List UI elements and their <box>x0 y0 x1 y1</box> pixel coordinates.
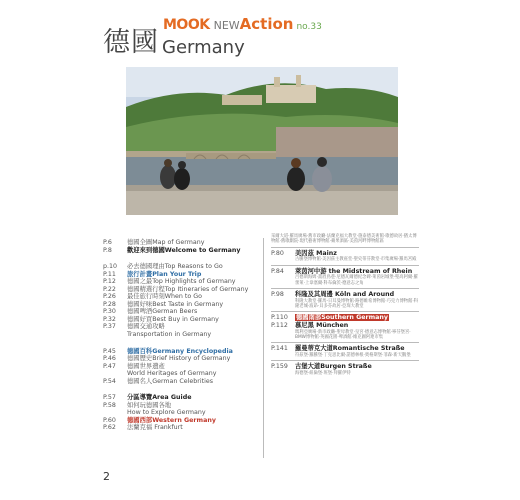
toc-left-column <box>103 239 263 432</box>
cover-photo <box>126 67 398 215</box>
toc-entry[interactable] <box>271 291 419 299</box>
toc-entry[interactable] <box>271 345 419 353</box>
page-ref: P.159 <box>271 363 288 371</box>
entry-title: 德國全圖Map of Germany <box>127 239 205 246</box>
entry-title: 德國百科Germany Encyclopedia <box>127 347 233 355</box>
page-ref: P.112 <box>271 322 288 330</box>
page-ref <box>103 370 127 378</box>
entry-title: 慕尼黑 München <box>295 322 349 330</box>
page-ref: P.60 <box>103 416 116 424</box>
entry-title: 法蘭克福 Frankfurt <box>127 424 183 432</box>
brand-action: Action <box>239 15 294 33</box>
page-ref: P.141 <box>271 345 288 353</box>
entry-title: World Heritages of Germany <box>127 370 217 378</box>
page-ref: P.32 <box>103 315 116 323</box>
page-ref <box>103 331 127 339</box>
entry-title: 必去德國理由Top Reasons to Go <box>127 263 223 271</box>
entry-title: 德國世界遺產 <box>127 362 165 370</box>
toc-entry[interactable] <box>103 394 263 402</box>
toc-entry[interactable] <box>271 322 419 330</box>
toc-entry[interactable] <box>103 293 263 301</box>
entry-title: 歡迎來到德國Welcome to Germany <box>127 246 241 254</box>
page-ref: P.47 <box>103 362 116 370</box>
column-divider <box>263 238 264 458</box>
entry-description: 符茲堡‧羅騰堡‧丁克思比爾‧諾德林根‧奧格斯堡‧菲森‧新天鵝堡 <box>295 352 411 358</box>
entry-description: 海德堡‧紐倫堡‧班堡‧拜羅伊特 <box>295 370 351 376</box>
toc-entry-southern[interactable] <box>271 314 419 322</box>
toc-entry[interactable] <box>103 323 263 331</box>
title-english: Germany <box>162 37 245 58</box>
toc-entry[interactable] <box>103 402 263 410</box>
entry-title: 德國之最Top Highlights of Germany <box>127 278 236 286</box>
entry-title: 羅曼蒂克大道Romantische Straße <box>295 345 405 353</box>
brand-logo <box>163 14 322 33</box>
brand-new: NEW <box>213 19 240 32</box>
page-ref: P.58 <box>103 401 116 409</box>
page-ref: P.110 <box>271 314 288 322</box>
page-ref: P.8 <box>103 246 112 254</box>
toc-entry[interactable] <box>103 263 263 271</box>
issue-number: no.33 <box>296 22 322 32</box>
page-ref: P.84 <box>271 267 284 275</box>
page-ref: P.12 <box>103 278 116 286</box>
page-ref: P.45 <box>103 347 116 355</box>
page-number: 2 <box>103 470 110 483</box>
page-ref: P.37 <box>103 323 116 331</box>
entry-description: 采爾大道‧羅馬廣場‧舊市政廳‧法蘭克福大教堂‧施泰德美術館‧歌德故居‧猶太博物館‧舊歌劇院‧現代藝術博物館‧蘋果酒區‧美茵河畔博物館區 <box>271 234 417 245</box>
entry-title: 德國歷史Brief History of Germany <box>127 355 231 363</box>
entry-title: 德國好買Best Buy in Germany <box>127 315 219 323</box>
entry-title: 德國南部Southern Germany <box>296 314 389 322</box>
entry-title: 美因茲 Mainz <box>295 249 337 257</box>
toc-entry[interactable] <box>103 308 263 316</box>
page-ref: P.46 <box>103 355 116 363</box>
entry-description: 古騰堡博物館‧美因茲主教座堂‧聖史蒂芬教堂‧市集廣場‧羅馬宮殿 <box>295 257 417 263</box>
toc-entry[interactable] <box>103 278 263 286</box>
entry-title: How to Explore Germany <box>127 409 206 417</box>
toc-right-column <box>271 234 419 376</box>
page-ref: P.28 <box>103 300 116 308</box>
toc-entry[interactable] <box>103 370 263 378</box>
entry-title: 德國精選行程Top Itineraries of Germany <box>127 285 249 293</box>
brand-mook: MOOK <box>163 17 210 33</box>
entry-title: 最佳旅行時刻When to Go <box>127 293 202 301</box>
toc-entry[interactable] <box>103 239 263 247</box>
page-ref: P.6 <box>103 239 112 246</box>
toc-entry[interactable] <box>103 247 263 255</box>
entry-title: 德國交通攻略 <box>127 323 165 331</box>
page-ref: P.80 <box>271 249 284 257</box>
toc-entry[interactable] <box>103 378 263 386</box>
entry-title: 古堡大道Burgen Straße <box>295 363 372 371</box>
entry-title: 德國西部Western Germany <box>127 416 216 424</box>
page-ref: P.22 <box>103 285 116 293</box>
toc-entry[interactable] <box>271 363 419 371</box>
page-ref: P.30 <box>103 308 116 316</box>
toc-entry[interactable] <box>103 424 263 432</box>
page-ref: P.26 <box>103 293 116 301</box>
toc-entry[interactable] <box>103 348 263 356</box>
entry-title: 德國啤酒German Beers <box>127 308 198 316</box>
entry-title: 分區導覽Area Guide <box>127 394 192 402</box>
page-ref: P.98 <box>271 291 284 299</box>
entry-title: 旅行計畫Plan Your Trip <box>127 270 202 278</box>
title-chinese: 德國 <box>103 27 159 58</box>
toc-entry[interactable] <box>103 363 263 371</box>
entry-title: Transportation in Germany <box>127 331 212 339</box>
toc-entry[interactable] <box>103 355 263 363</box>
page-ref: P.62 <box>103 424 116 432</box>
page-ref: P.57 <box>103 394 116 402</box>
page-ref: p.10 <box>103 263 118 271</box>
entry-description: 呂德斯海姆‧畫眉鳥巷‧尼德瓦爾德紀念碑‧萊茵岩城堡‧聖高阿爾‧羅蕾萊‧上韋塞爾‧科布倫茨‧德意志之角 <box>295 275 418 286</box>
page-ref <box>103 409 127 417</box>
toc-entry[interactable] <box>103 409 263 417</box>
entry-description: 科隆大教堂‧羅馬-日耳曼博物館‧路德維希博物館‧巧克力博物館‧科隆老城‧波昂‧貝多芬故居‧亞琛大教堂 <box>295 298 419 310</box>
entry-title: 如何玩德國各地 <box>127 401 172 409</box>
entry-title: 德國名人German Celebrities <box>127 377 214 385</box>
entry-description: 瑪利亞廣場‧新市政廳‧聖母教堂‧皇宮‧德意志博物館‧寧芬堡宮‧BMW博物館‧英國花園‧啤酒館‧維克圖阿連市集 <box>295 329 411 340</box>
entry-title: 萊茵河中游 the Midstream of Rhein <box>295 267 413 275</box>
entry-title: 德國好味Best Taste in Germany <box>127 300 224 308</box>
entry-title: 科隆及其周邊 Köln and Around <box>295 291 395 299</box>
page-ref: P.54 <box>103 377 116 385</box>
toc-entry[interactable] <box>103 331 263 339</box>
wurzburg-photo <box>126 67 398 215</box>
page-ref: P.11 <box>103 270 116 278</box>
